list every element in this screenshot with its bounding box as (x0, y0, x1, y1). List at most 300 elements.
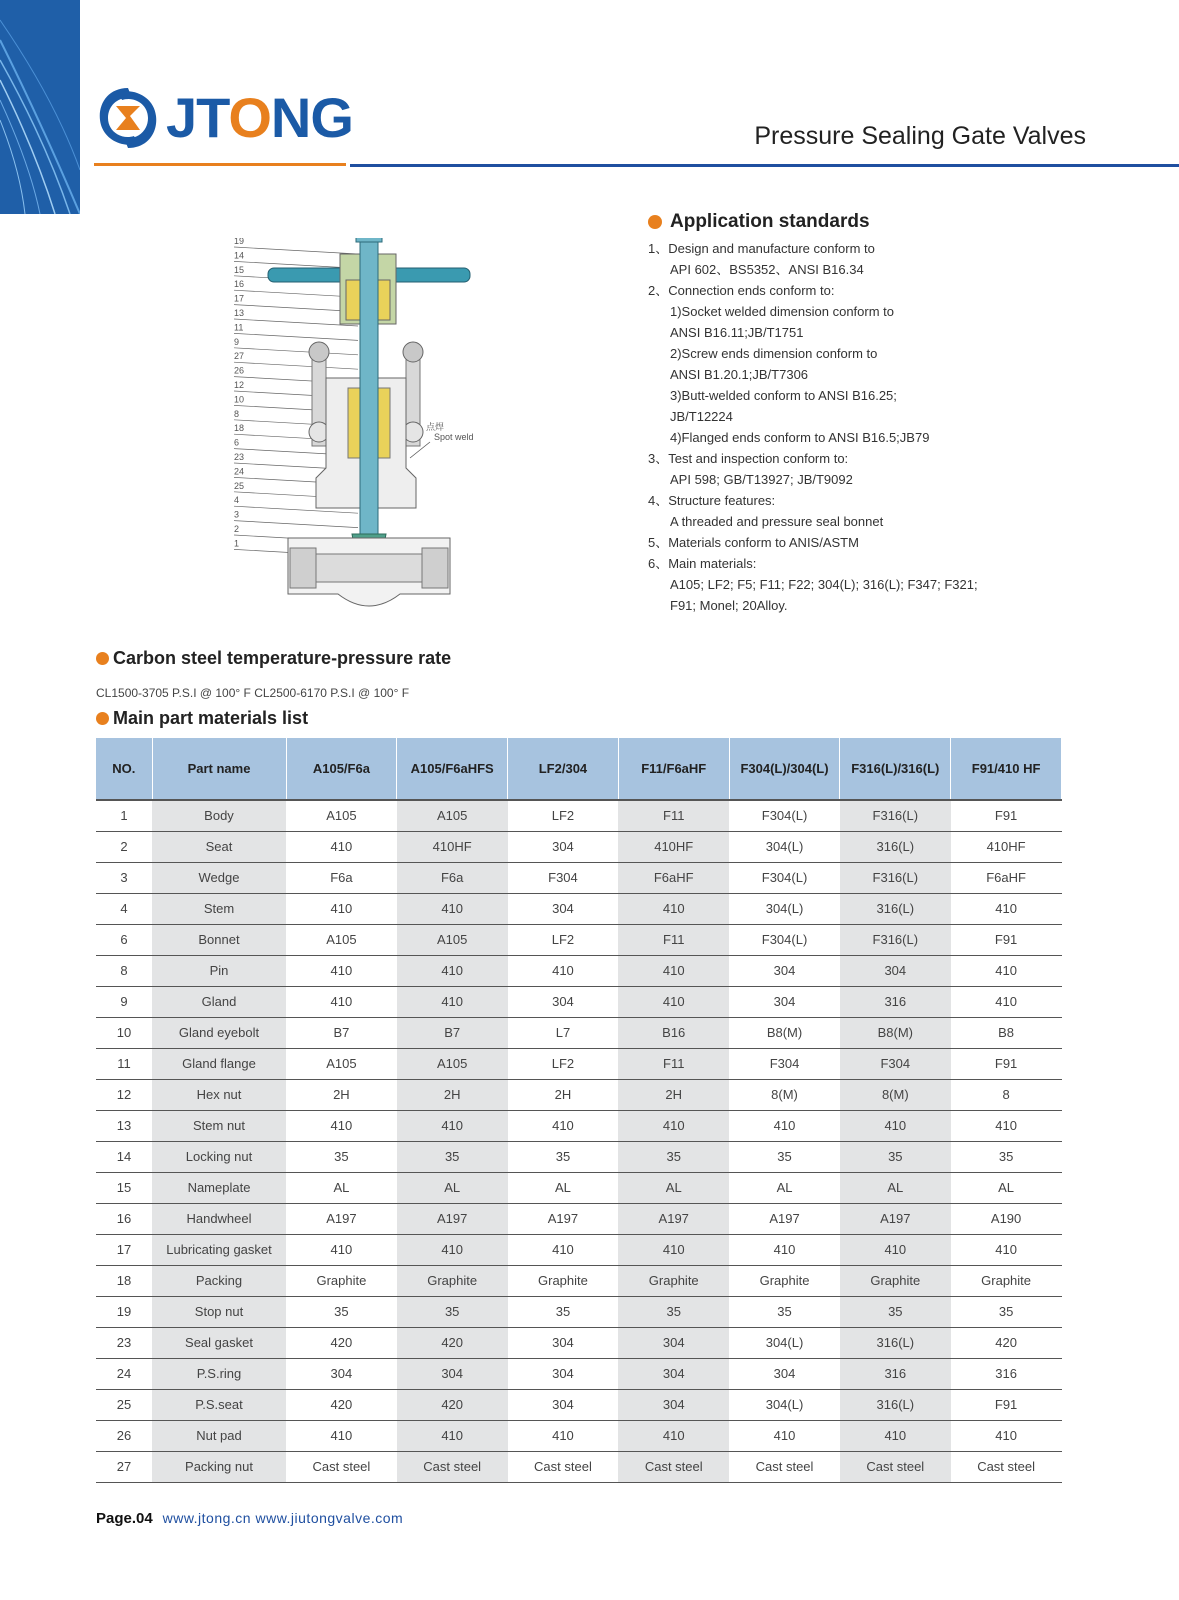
material-cell: F6aHF (951, 862, 1062, 893)
material-cell: F304(L) (729, 862, 840, 893)
material-cell: 410HF (397, 831, 508, 862)
material-cell: A105 (286, 1048, 397, 1079)
row-number-cell: 19 (96, 1296, 152, 1327)
orange-bullet-icon (648, 215, 662, 229)
material-cell: 2H (618, 1079, 729, 1110)
row-number-cell: 25 (96, 1389, 152, 1420)
material-cell: 35 (397, 1296, 508, 1327)
callout-label: 11 (234, 322, 244, 333)
material-cell: 316(L) (840, 1327, 951, 1358)
spot-weld-label: Spot weld (434, 432, 474, 442)
material-cell: A197 (286, 1203, 397, 1234)
callout-label: 13 (234, 308, 245, 318)
material-cell: 35 (508, 1141, 619, 1172)
material-cell: 2H (508, 1079, 619, 1110)
material-cell: AL (397, 1172, 508, 1203)
table-row (96, 831, 1062, 862)
material-cell: 410 (286, 955, 397, 986)
table-row (96, 1420, 1062, 1451)
table-row (96, 955, 1062, 986)
material-cell: Graphite (397, 1265, 508, 1296)
material-cell: A105 (286, 800, 397, 831)
material-cell: Graphite (286, 1265, 397, 1296)
row-number-cell: 1 (96, 800, 152, 831)
row-number-cell: 3 (96, 862, 152, 893)
part-name-cell: P.S.ring (152, 1358, 286, 1389)
material-cell: 410 (397, 986, 508, 1017)
column-header: NO. (96, 738, 152, 800)
material-cell: 2H (397, 1079, 508, 1110)
material-cell: LF2 (508, 1048, 619, 1079)
callout-label: 8 (234, 408, 240, 419)
part-name-cell: Seat (152, 831, 286, 862)
spot-weld-cn-label: 点焊 (426, 422, 445, 432)
material-cell: AL (286, 1172, 397, 1203)
table-row (96, 986, 1062, 1017)
material-cell: Graphite (508, 1265, 619, 1296)
material-cell: 410 (397, 955, 508, 986)
material-cell: 316(L) (840, 831, 951, 862)
table-row (96, 1389, 1062, 1420)
material-cell: AL (729, 1172, 840, 1203)
material-cell: F316(L) (840, 924, 951, 955)
callout-label: 2 (234, 524, 240, 534)
material-cell: 420 (397, 1389, 508, 1420)
material-cell: 410 (951, 986, 1062, 1017)
standards-line: 3、Test and inspection conform to: (648, 451, 849, 466)
callout-label: 16 (234, 279, 245, 290)
standards-line: 2)Screw ends dimension conform to (670, 346, 878, 361)
material-cell: 304 (508, 1389, 619, 1420)
callout-leader-line (234, 362, 358, 369)
material-cell: 304(L) (729, 893, 840, 924)
material-cell: 8 (951, 1079, 1062, 1110)
row-number-cell: 10 (96, 1017, 152, 1048)
callout-label: 12 (234, 380, 245, 390)
material-cell: B8 (951, 1017, 1062, 1048)
callout-leader-line (234, 247, 358, 254)
column-header: F11/F6aHF (618, 738, 729, 800)
row-number-cell: 26 (96, 1420, 152, 1451)
callout-label: 10 (234, 394, 245, 405)
material-cell: Cast steel (729, 1451, 840, 1482)
material-cell: 410 (508, 1420, 619, 1451)
material-cell: 304(L) (729, 1389, 840, 1420)
material-cell: 8(M) (840, 1079, 951, 1110)
material-cell: A105 (286, 924, 397, 955)
material-cell: 410 (618, 955, 729, 986)
material-cell: Cast steel (508, 1451, 619, 1482)
material-cell: Graphite (618, 1265, 729, 1296)
table-row (96, 1017, 1062, 1048)
table-row (96, 1234, 1062, 1265)
material-cell: 410 (397, 893, 508, 924)
part-name-cell: Stem nut (152, 1110, 286, 1141)
part-name-cell: Handwheel (152, 1203, 286, 1234)
table-row (96, 1451, 1062, 1482)
material-cell: A197 (729, 1203, 840, 1234)
material-cell: F91 (951, 1048, 1062, 1079)
material-cell: F91 (951, 1389, 1062, 1420)
part-name-cell: Stem (152, 893, 286, 924)
callout-leader-line (234, 319, 358, 326)
callout-label: 24 (234, 466, 245, 477)
standards-line: F91; Monel; 20Alloy. (670, 598, 788, 613)
material-cell: 410 (508, 1234, 619, 1265)
standards-line: 1)Socket welded dimension conform to (670, 304, 895, 319)
material-cell: 35 (840, 1141, 951, 1172)
material-cell: B16 (618, 1017, 729, 1048)
material-cell: A190 (951, 1203, 1062, 1234)
row-number-cell: 8 (96, 955, 152, 986)
material-cell: Cast steel (840, 1451, 951, 1482)
material-cell: 410 (729, 1110, 840, 1141)
material-cell: 316 (840, 1358, 951, 1389)
material-cell: 410 (286, 1110, 397, 1141)
material-cell: F11 (618, 1048, 729, 1079)
material-cell: 410 (286, 986, 397, 1017)
material-cell: 420 (286, 1389, 397, 1420)
callout-leader-line (234, 348, 358, 355)
material-cell: 410 (951, 955, 1062, 986)
part-name-cell: Bonnet (152, 924, 286, 955)
material-cell: 420 (286, 1327, 397, 1358)
part-name-cell: Gland eyebolt (152, 1017, 286, 1048)
material-cell: 304 (508, 831, 619, 862)
material-cell: Cast steel (397, 1451, 508, 1482)
page-title: Pressure Sealing Gate Valves (754, 122, 1086, 150)
material-cell: 35 (508, 1296, 619, 1327)
orange-bullet-icon (96, 652, 109, 665)
table-row (96, 1296, 1062, 1327)
material-cell: F6a (286, 862, 397, 893)
callout-leader-line (234, 261, 358, 268)
material-cell: 410 (618, 1420, 729, 1451)
material-cell: 304 (508, 986, 619, 1017)
callout-label: 15 (234, 264, 245, 275)
part-name-cell: Body (152, 800, 286, 831)
part-name-cell: Nameplate (152, 1172, 286, 1203)
row-number-cell: 11 (96, 1048, 152, 1079)
part-name-cell: Wedge (152, 862, 286, 893)
material-cell: 35 (951, 1296, 1062, 1327)
material-cell: F304(L) (729, 924, 840, 955)
material-cell: 316 (951, 1358, 1062, 1389)
material-cell: AL (840, 1172, 951, 1203)
material-cell: 410 (729, 1420, 840, 1451)
material-cell: 316 (840, 986, 951, 1017)
table-row (96, 1141, 1062, 1172)
application-standards (648, 210, 1088, 616)
callout-label: 27 (234, 351, 245, 362)
row-number-cell: 2 (96, 831, 152, 862)
material-cell: 410 (397, 1420, 508, 1451)
callout-label: 6 (234, 437, 240, 448)
material-cell: F304 (508, 862, 619, 893)
table-row (96, 1079, 1062, 1110)
material-cell: 410 (618, 986, 729, 1017)
material-cell: F91 (951, 800, 1062, 831)
row-number-cell: 9 (96, 986, 152, 1017)
orange-bullet-icon (96, 712, 109, 725)
page-number: Page.04 (96, 1510, 153, 1527)
material-cell: 35 (286, 1141, 397, 1172)
material-cell: Cast steel (618, 1451, 729, 1482)
page-footer (96, 1510, 403, 1527)
callout-label: 26 (234, 365, 245, 376)
row-number-cell: 18 (96, 1265, 152, 1296)
material-cell: F11 (618, 924, 729, 955)
material-cell: 304 (729, 1358, 840, 1389)
material-cell: 410 (951, 1234, 1062, 1265)
material-cell: AL (951, 1172, 1062, 1203)
table-row (96, 924, 1062, 955)
material-cell: 410 (729, 1234, 840, 1265)
material-cell: 410 (286, 1420, 397, 1451)
material-cell: 410HF (618, 831, 729, 862)
row-number-cell: 15 (96, 1172, 152, 1203)
callout-label: 4 (234, 495, 240, 506)
standards-line: API 598; GB/T13927; JB/T9092 (670, 472, 853, 487)
standards-line: 6、Main materials: (648, 556, 757, 571)
material-cell: 304 (618, 1358, 729, 1389)
standards-line: ANSI B16.11;JB/T1751 (670, 325, 804, 340)
standards-line: API 602、BS5352、ANSI B16.34 (670, 262, 864, 277)
callout-label: 9 (234, 336, 240, 347)
material-cell: 410 (286, 831, 397, 862)
row-number-cell: 16 (96, 1203, 152, 1234)
material-cell: 35 (729, 1296, 840, 1327)
table-row (96, 1048, 1062, 1079)
material-cell: 35 (840, 1296, 951, 1327)
standards-list (648, 238, 1088, 616)
material-cell: A197 (618, 1203, 729, 1234)
material-cell: 410 (618, 893, 729, 924)
part-name-cell: Lubricating gasket (152, 1234, 286, 1265)
part-name-cell: Locking nut (152, 1141, 286, 1172)
material-cell: F6aHF (618, 862, 729, 893)
part-name-cell: Gland (152, 986, 286, 1017)
column-header: F304(L)/304(L) (729, 738, 840, 800)
material-cell: A197 (397, 1203, 508, 1234)
material-cell: F316(L) (840, 800, 951, 831)
material-cell: 304 (397, 1358, 508, 1389)
material-cell: 410 (840, 1420, 951, 1451)
part-name-cell: Seal gasket (152, 1327, 286, 1358)
callout-leader-line (234, 305, 358, 312)
table-row (96, 1203, 1062, 1234)
material-cell: Cast steel (951, 1451, 1062, 1482)
material-cell: B7 (286, 1017, 397, 1048)
callout-label: 18 (234, 423, 245, 434)
material-cell: A197 (840, 1203, 951, 1234)
material-cell: 304 (286, 1358, 397, 1389)
material-cell: A105 (397, 1048, 508, 1079)
callout-leader-line (234, 290, 358, 297)
material-cell: 410 (397, 1110, 508, 1141)
part-name-cell: P.S.seat (152, 1389, 286, 1420)
materials-heading: Main part materials list (96, 708, 308, 729)
logo-swirl-icon (94, 84, 162, 152)
part-name-cell: Pin (152, 955, 286, 986)
material-cell: 304 (729, 986, 840, 1017)
callout-leader-line (234, 333, 358, 340)
valve-section-diagram (230, 238, 500, 624)
material-cell: Graphite (840, 1265, 951, 1296)
material-cell: 35 (618, 1141, 729, 1172)
part-name-cell: Packing nut (152, 1451, 286, 1482)
footer-urls: www.jtong.cn www.jiutongvalve.com (162, 1510, 404, 1526)
table-row (96, 862, 1062, 893)
material-cell: Graphite (951, 1265, 1062, 1296)
jtong-logo (94, 78, 354, 158)
material-cell: F11 (618, 800, 729, 831)
material-cell: AL (618, 1172, 729, 1203)
standards-line: 3)Butt-welded conform to ANSI B16.25; (670, 388, 897, 403)
callout-leader-line (234, 521, 358, 528)
standards-line: A105; LF2; F5; F11; F22; 304(L); 316(L); F347; F321; (670, 577, 978, 592)
material-cell: 35 (729, 1141, 840, 1172)
part-name-cell: Stop nut (152, 1296, 286, 1327)
material-cell: Cast steel (286, 1451, 397, 1482)
material-cell: 35 (618, 1296, 729, 1327)
part-name-cell: Packing (152, 1265, 286, 1296)
row-number-cell: 6 (96, 924, 152, 955)
material-cell: L7 (508, 1017, 619, 1048)
row-number-cell: 24 (96, 1358, 152, 1389)
material-cell: 410 (508, 955, 619, 986)
callout-label: 23 (234, 452, 245, 462)
callout-label: 17 (234, 293, 245, 304)
table-row (96, 893, 1062, 924)
material-cell: 304(L) (729, 1327, 840, 1358)
material-cell: 8(M) (729, 1079, 840, 1110)
row-number-cell: 14 (96, 1141, 152, 1172)
callout-label: 1 (234, 538, 240, 549)
material-cell: 35 (397, 1141, 508, 1172)
standards-heading: Application standards (648, 210, 1088, 234)
material-cell: AL (508, 1172, 619, 1203)
column-header: LF2/304 (508, 738, 619, 800)
material-cell: F304 (840, 1048, 951, 1079)
callout-label: 3 (234, 509, 240, 520)
standards-line: 4、Structure features: (648, 493, 776, 508)
material-cell: Graphite (729, 1265, 840, 1296)
standards-line: 5、Materials conform to ANIS/ASTM (648, 535, 859, 550)
standards-line: A threaded and pressure seal bonnet (670, 514, 884, 529)
material-cell: 304 (618, 1327, 729, 1358)
row-number-cell: 17 (96, 1234, 152, 1265)
material-cell: 410HF (951, 831, 1062, 862)
callout-label: 14 (234, 250, 245, 261)
logo-wordmark: JTONG (166, 86, 353, 149)
corner-decoration (0, 0, 80, 214)
row-number-cell: 23 (96, 1327, 152, 1358)
material-cell: 35 (951, 1141, 1062, 1172)
rating-heading: Carbon steel temperature-pressure rate (96, 648, 451, 669)
material-cell: 410 (397, 1234, 508, 1265)
material-cell: F316(L) (840, 862, 951, 893)
material-cell: A105 (397, 924, 508, 955)
material-cell: 304 (840, 955, 951, 986)
material-cell: 304 (508, 1358, 619, 1389)
material-cell: 35 (286, 1296, 397, 1327)
material-cell: 410 (286, 893, 397, 924)
material-cell: 2H (286, 1079, 397, 1110)
callout-label: 25 (234, 480, 245, 491)
materials-table (96, 738, 1062, 1483)
table-row (96, 1358, 1062, 1389)
part-name-cell: Gland flange (152, 1048, 286, 1079)
row-number-cell: 27 (96, 1451, 152, 1482)
material-cell: 410 (951, 893, 1062, 924)
material-cell: 304 (618, 1389, 729, 1420)
material-cell: 420 (397, 1327, 508, 1358)
column-header: Part name (152, 738, 286, 800)
material-cell: 420 (951, 1327, 1062, 1358)
material-cell: 304 (508, 1327, 619, 1358)
material-cell: A105 (397, 800, 508, 831)
material-cell: B7 (397, 1017, 508, 1048)
material-cell: 410 (951, 1420, 1062, 1451)
material-cell: LF2 (508, 924, 619, 955)
part-name-cell: Hex nut (152, 1079, 286, 1110)
material-cell: B8(M) (729, 1017, 840, 1048)
table-row (96, 1110, 1062, 1141)
material-cell: B8(M) (840, 1017, 951, 1048)
row-number-cell: 12 (96, 1079, 152, 1110)
table-row (96, 1172, 1062, 1203)
material-cell: 316(L) (840, 1389, 951, 1420)
standards-line: 4)Flanged ends conform to ANSI B16.5;JB79 (670, 430, 930, 445)
material-cell: F304(L) (729, 800, 840, 831)
column-header: F91/410 HF (951, 738, 1062, 800)
material-cell: 316(L) (840, 893, 951, 924)
material-cell: 410 (840, 1110, 951, 1141)
part-name-cell: Nut pad (152, 1420, 286, 1451)
material-cell: 304(L) (729, 831, 840, 862)
material-cell: 410 (618, 1234, 729, 1265)
callout-label: 19 (234, 238, 245, 246)
material-cell: F6a (397, 862, 508, 893)
material-cell: 410 (286, 1234, 397, 1265)
material-cell: 304 (508, 893, 619, 924)
rating-subline: CL1500-3705 P.S.I @ 100° F CL2500-6170 P.S.I @ 100° F (96, 686, 410, 700)
material-cell: 410 (840, 1234, 951, 1265)
material-cell: 410 (618, 1110, 729, 1141)
table-row (96, 800, 1062, 831)
material-cell: 410 (508, 1110, 619, 1141)
column-header: A105/F6aHFS (397, 738, 508, 800)
table-row (96, 1327, 1062, 1358)
material-cell: LF2 (508, 800, 619, 831)
row-number-cell: 13 (96, 1110, 152, 1141)
material-cell: 304 (729, 955, 840, 986)
material-cell: 410 (951, 1110, 1062, 1141)
table-header-row (96, 738, 1062, 800)
material-cell: F304 (729, 1048, 840, 1079)
standards-line: JB/T12224 (670, 409, 733, 424)
standards-line: 2、Connection ends conform to: (648, 283, 835, 298)
table-row (96, 1265, 1062, 1296)
standards-line: 1、Design and manufacture conform to (648, 241, 875, 256)
row-number-cell: 4 (96, 893, 152, 924)
standards-line: ANSI B1.20.1;JB/T7306 (670, 367, 809, 382)
material-cell: F91 (951, 924, 1062, 955)
column-header: F316(L)/316(L) (840, 738, 951, 800)
column-header: A105/F6a (286, 738, 397, 800)
header-blue-rule (350, 164, 1179, 167)
